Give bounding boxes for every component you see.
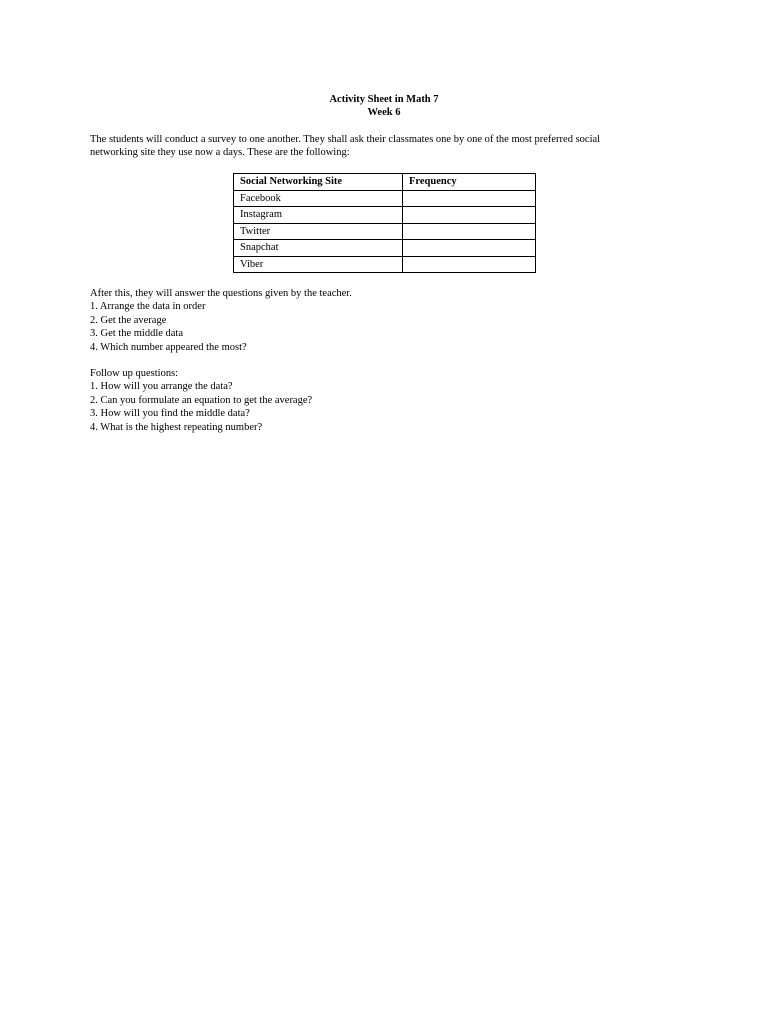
intro-paragraph [90, 133, 670, 160]
table-header-row [234, 174, 536, 191]
site-cell: Viber [234, 256, 403, 273]
document-subtitle: Week 6 [367, 107, 401, 119]
intro-line-2: networking site they use now a days. These are the following: [90, 147, 350, 159]
list-item: 4. Which number appeared the most? [90, 341, 247, 353]
document-title: Activity Sheet in Math 7 [329, 94, 439, 105]
table-row [234, 207, 536, 224]
site-cell: Facebook [234, 190, 403, 207]
header-social-networking-site: Social Networking Site [234, 174, 403, 191]
tasks-section [90, 287, 670, 354]
intro-line-1: The students will conduct a survey to one another. They shall ask their classmates one by one of the most preferred social [90, 134, 601, 145]
followup-section [90, 367, 670, 434]
site-cell: Snapchat [234, 240, 403, 257]
list-item: 1. How will you arrange the data? [90, 381, 233, 393]
site-cell: Instagram [234, 207, 403, 224]
list-item: 4. What is the highest repeating number? [90, 421, 263, 433]
table-row [234, 223, 536, 240]
followup-intro: Follow up questions: [90, 368, 179, 379]
list-item: 3. Get the middle data [90, 328, 184, 340]
survey-table [233, 173, 536, 273]
frequency-cell [403, 223, 536, 240]
list-item: 3. How will you find the middle data? [90, 408, 250, 420]
frequency-cell [403, 190, 536, 207]
site-cell: Twitter [234, 223, 403, 240]
frequency-cell [403, 240, 536, 257]
list-item: 1. Arrange the data in order [90, 301, 206, 313]
tasks-intro: After this, they will answer the questions given by the teacher. [90, 288, 352, 299]
list-item: 2. Can you formulate an equation to get the average? [90, 394, 313, 406]
frequency-cell [403, 207, 536, 224]
frequency-cell [403, 256, 536, 273]
table-row [234, 190, 536, 207]
table-row [234, 256, 536, 273]
table-row [234, 240, 536, 257]
title-block [0, 93, 768, 120]
list-item: 2. Get the average [90, 314, 167, 326]
header-frequency: Frequency [403, 174, 536, 191]
